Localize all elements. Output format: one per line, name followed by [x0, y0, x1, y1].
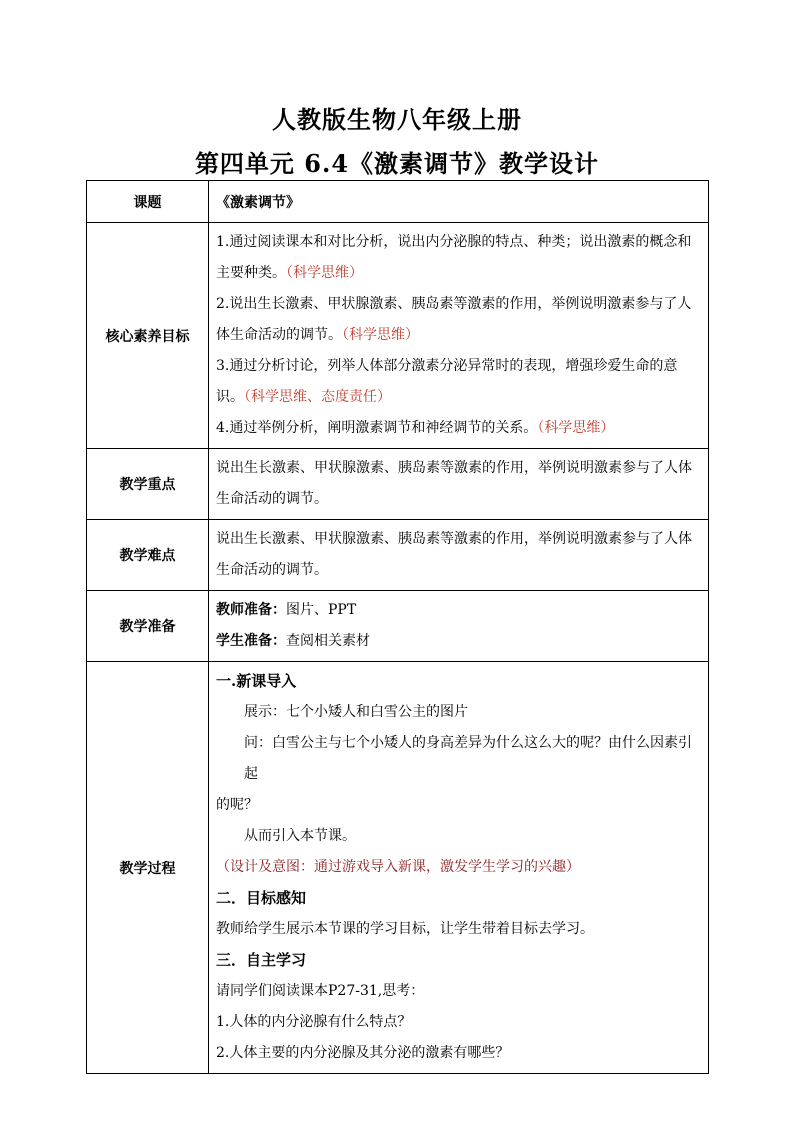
row-preparation — [87, 591, 709, 662]
row-difficulty — [87, 520, 709, 591]
goal-item: 2.说出生长激素、甲状腺激素、胰岛素等激素的作用，举例说明激素参与了人体生命活动的调节。（科学思维） — [216, 296, 692, 343]
question-item: 2.人体主要的内分泌腺及其分泌的激素有哪些？ — [216, 1045, 510, 1061]
key-point-value: 说出生长激素、甲状腺激素、胰岛素等激素的作用，举例说明激素参与了人体生命活动的调节。 — [209, 449, 709, 520]
student-prep-label: 学生准备： — [216, 633, 286, 649]
process-label: 教学过程 — [87, 662, 209, 1074]
goal-item: 4.通过举例分析，阐明激素调节和神经调节的关系。（科学思维） — [216, 420, 615, 436]
row-topic — [87, 181, 709, 223]
teacher-prep-label: 教师准备： — [216, 602, 286, 618]
process-text: 展示：七个小矮人和白雪公主的图片 — [244, 704, 468, 720]
goals-label: 核心素养目标 — [87, 223, 209, 449]
key-point-label: 教学重点 — [87, 449, 209, 520]
section-heading: 一.新课导入 — [216, 672, 297, 690]
difficulty-label: 教学难点 — [87, 520, 209, 591]
goal-item: 1.通过阅读课本和对比分析，说出内分泌腺的特点、种类；说出激素的概念和主要种类。（科学思维） — [216, 234, 692, 281]
topic-value: 《激素调节》 — [209, 181, 709, 223]
goals-content — [209, 223, 709, 449]
row-goals — [87, 223, 709, 449]
design-intent: （设计及意图：通过游戏导入新课，激发学生学习的兴趣） — [216, 859, 580, 875]
difficulty-value: 说出生长激素、甲状腺激素、胰岛素等激素的作用，举例说明激素参与了人体生命活动的调节。 — [209, 520, 709, 591]
question-item: 1.人体的内分泌腺有什么特点？ — [216, 1014, 412, 1030]
process-content — [209, 662, 709, 1074]
preparation-label: 教学准备 — [87, 591, 209, 662]
section-heading: 三．自主学习 — [216, 951, 307, 969]
goal-item: 3.通过分析讨论，列举人体部分激素分泌异常时的表现，增强珍爱生命的意识。（科学思维、态度责任） — [216, 358, 678, 405]
topic-label: 课题 — [87, 181, 209, 223]
process-text: 请同学们阅读课本P27-31,思考： — [216, 983, 425, 999]
row-key-point — [87, 449, 709, 520]
process-text: 的呢？ — [216, 797, 258, 813]
document-subtitle: 第四单元 6.4《激素调节》教学设计 — [194, 149, 600, 178]
process-text: 从而引入本节课。 — [244, 828, 356, 844]
student-prep-value: 查阅相关素材 — [286, 633, 370, 649]
lesson-plan-table — [86, 180, 709, 1074]
row-process — [87, 662, 709, 1074]
document-title: 人教版生物八年级上册 — [272, 105, 522, 134]
process-text: 问：白雪公主与七个小矮人的身高差异为什么这么大的呢？由什么因素引起 — [244, 735, 692, 782]
teacher-prep-value: 图片、PPT — [286, 602, 357, 618]
section-heading: 二．目标感知 — [216, 889, 307, 907]
process-text: 教师给学生展示本节课的学习目标，让学生带着目标去学习。 — [216, 921, 594, 937]
preparation-content — [209, 591, 709, 662]
